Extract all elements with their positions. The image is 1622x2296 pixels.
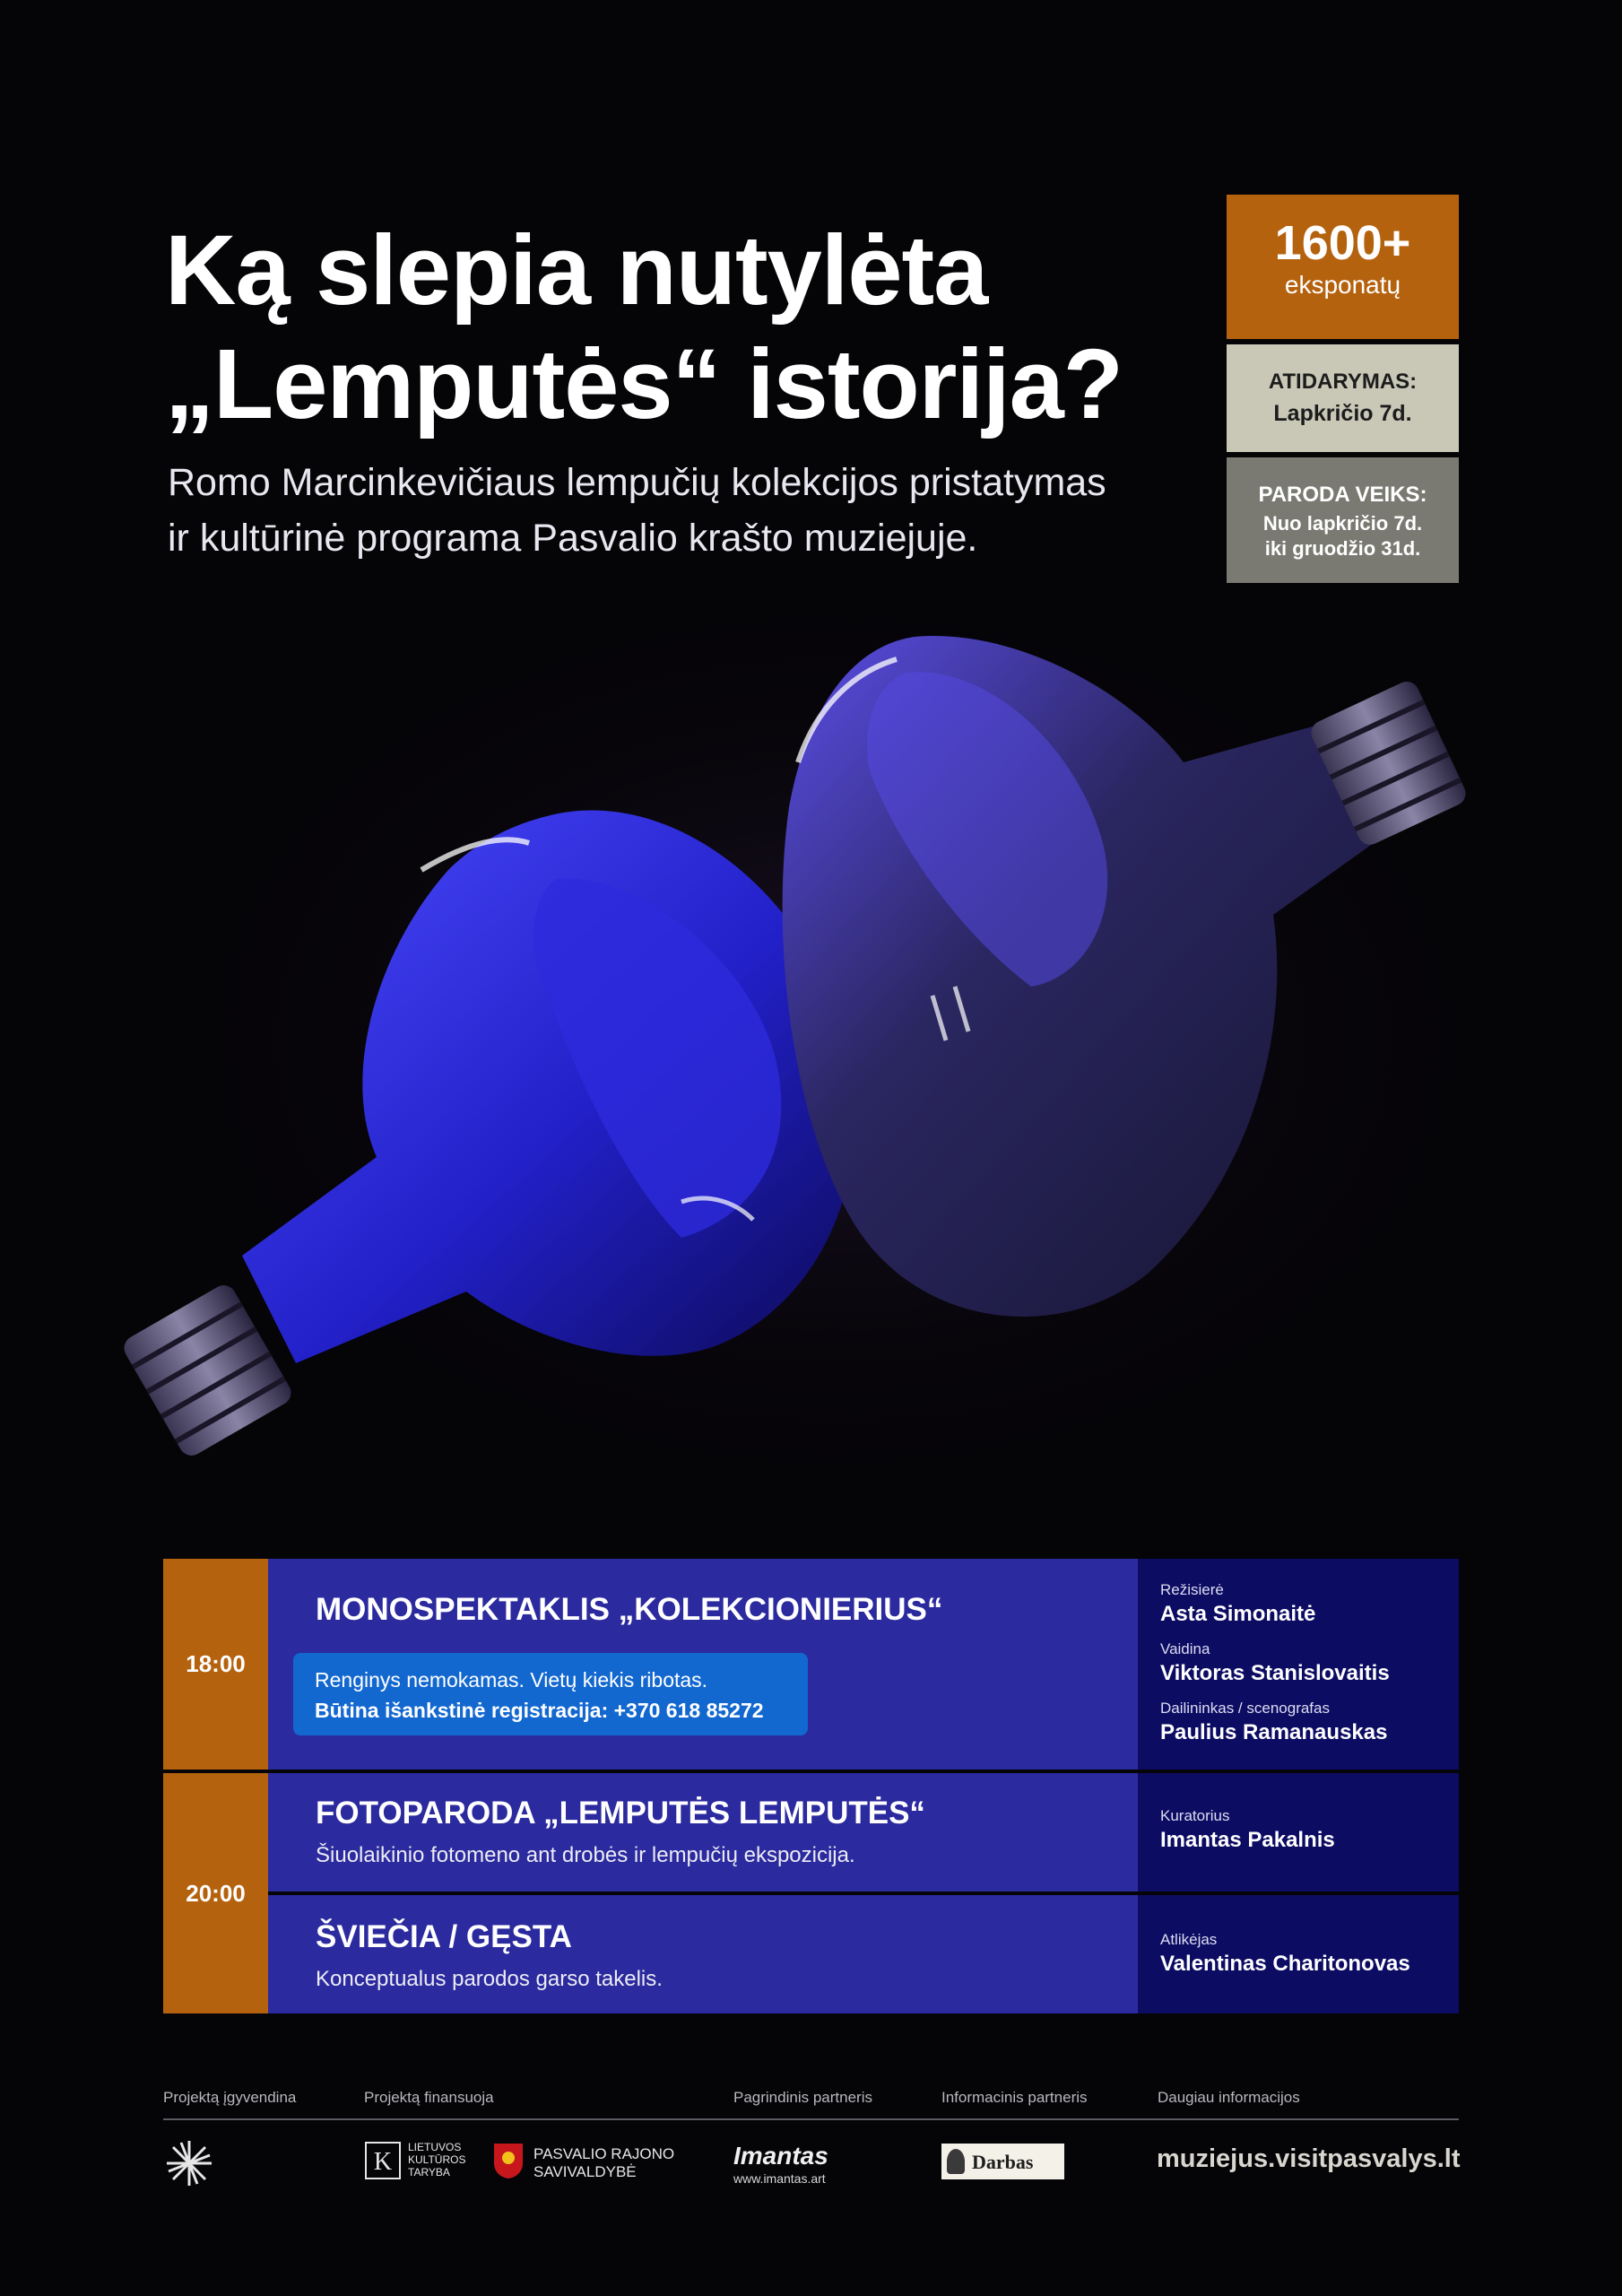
time-slot-2: 20:00 — [163, 1773, 268, 2013]
running-box — [1227, 457, 1459, 583]
event-sound-track — [268, 1895, 1138, 2013]
credit-role: Kuratorius — [1160, 1807, 1230, 1824]
darbas-logo — [941, 2144, 1064, 2179]
light-bulbs-illustration — [0, 574, 1622, 1561]
credit-role: Atlikėjas — [1160, 1931, 1218, 1948]
municipality-crest-icon — [492, 2142, 525, 2179]
exhibit-count-box — [1227, 195, 1459, 339]
running-label: PARODA VEIKS: — [1258, 483, 1427, 507]
credit-name: Viktoras Stanislovaitis — [1160, 1661, 1390, 1685]
footer-label-main-partner: Pagrindinis partneris — [733, 2089, 872, 2106]
footer-label-more-info: Daugiau informacijos — [1158, 2089, 1300, 2106]
credit-name: Valentinas Charitonovas — [1160, 1952, 1410, 1976]
page-title: Ką slepia nutylėta „Lemputės“ istorija? — [165, 215, 1123, 439]
event-photo-exhibition — [268, 1773, 1138, 1892]
exhibit-count-label: eksponatų — [1284, 271, 1401, 299]
event-monospectacle — [268, 1559, 1138, 1770]
svg-text:K: K — [373, 2148, 393, 2176]
municipality-name: PASVALIO RAJONO SAVIVALDYBĖ — [533, 2145, 675, 2180]
imantas-url[interactable]: www.imantas.art — [733, 2171, 826, 2186]
darbas-name: Darbas — [972, 2151, 1034, 2173]
opening-box — [1227, 344, 1459, 452]
page-subtitle: Romo Marcinkevičiaus lempučių kolekcijos pristatymas ir kultūrinė programa Pasvalio krašto muziejuje. — [168, 461, 1106, 560]
council-name: LIETUVOS KULTŪROS TARYBA — [408, 2141, 466, 2179]
opening-label: ATIDARYMAS: — [1268, 370, 1418, 394]
event-title: FOTOPARODA „LEMPUTĖS LEMPUTĖS“ — [316, 1796, 925, 1831]
museum-logo-icon — [163, 2137, 215, 2189]
event-3-credits — [1138, 1895, 1459, 2013]
event-2-credits — [1138, 1773, 1459, 1892]
credit-name: Asta Simonaitė — [1160, 1602, 1316, 1626]
event-title: MONOSPEKTAKLIS „KOLEKCIONIERIUS“ — [316, 1592, 943, 1627]
footer-divider — [163, 2118, 1459, 2120]
event-title: ŠVIEČIA / GĘSTA — [316, 1919, 572, 1954]
notice-free-entry: Renginys nemokamas. Vietų kiekis ribotas. — [315, 1668, 708, 1692]
credit-role: Vaidina — [1160, 1640, 1210, 1657]
time-slot-1: 18:00 — [163, 1559, 268, 1770]
website-link[interactable]: muziejus.visitpasvalys.lt — [1157, 2144, 1461, 2173]
credit-role: Dailininkas / scenografas — [1160, 1700, 1330, 1717]
event-description: Konceptualus parodos garso takelis. — [316, 1967, 663, 1991]
running-dates: Nuo lapkričio 7d. iki gruodžio 31d. — [1262, 512, 1423, 560]
opening-date: Lapkričio 7d. — [1273, 401, 1412, 426]
credit-name: Paulius Ramanauskas — [1160, 1720, 1388, 1744]
darbas-emblem-icon — [947, 2149, 965, 2174]
council-logo-icon — [364, 2141, 402, 2180]
credit-name: Imantas Pakalnis — [1160, 1828, 1335, 1852]
imantas-logo: Imantas — [733, 2142, 828, 2170]
footer-label-funds: Projektą finansuoja — [364, 2089, 494, 2106]
footer-label-implements: Projektą įgyvendina — [163, 2089, 297, 2106]
registration-notice — [293, 1653, 808, 1735]
notice-registration-phone[interactable]: Būtina išankstinė registracija: +370 618 85272 — [315, 1699, 764, 1722]
footer-label-info-partner: Informacinis partneris — [941, 2089, 1088, 2106]
exhibit-count: 1600+ — [1274, 216, 1411, 270]
event-description: Šiuolaikinio fotomeno ant drobės ir lempučių ekspozicija. — [316, 1843, 855, 1867]
credit-role: Režisierė — [1160, 1581, 1224, 1598]
event-1-credits — [1138, 1559, 1459, 1770]
